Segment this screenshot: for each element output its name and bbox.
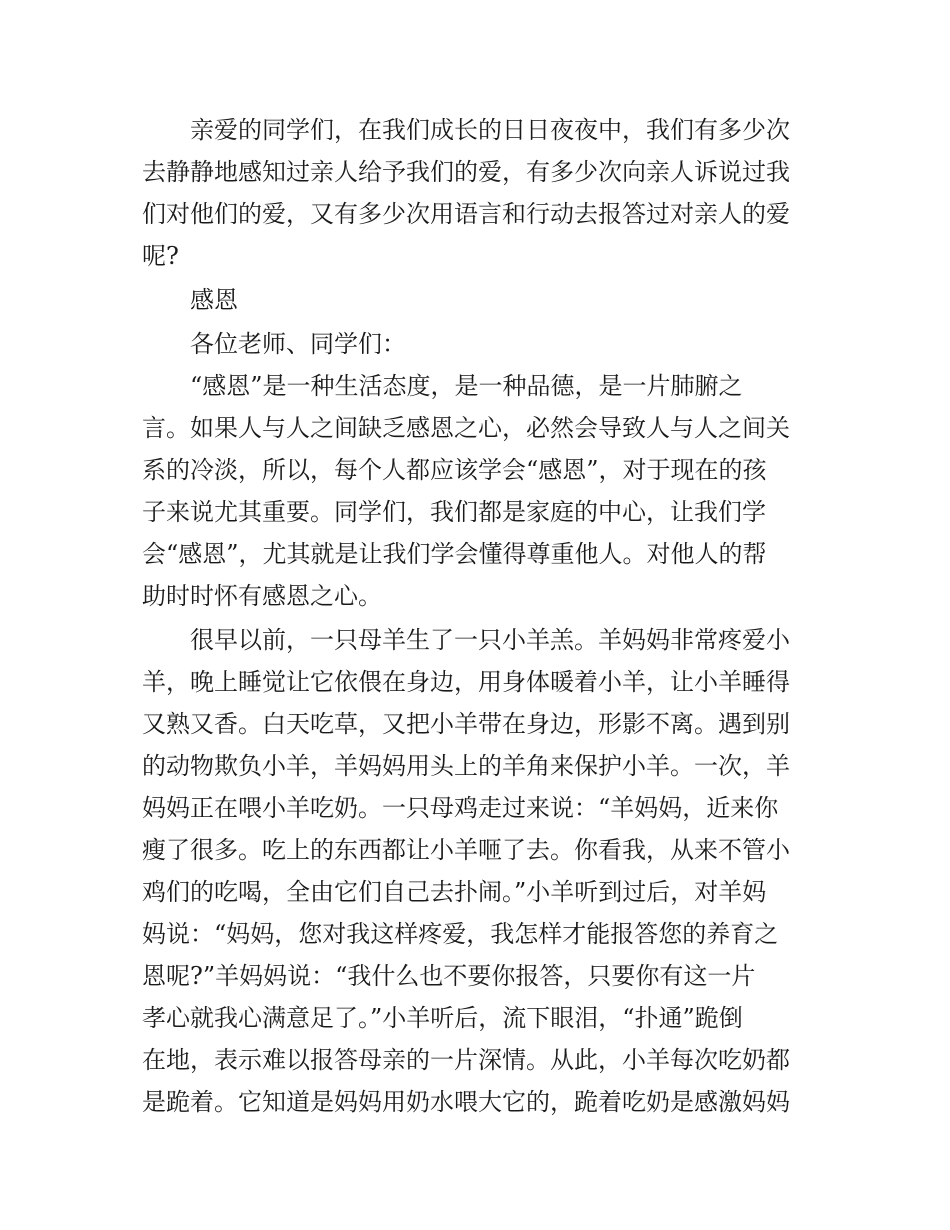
paragraph-2-line-2: 言。如果人与人之间缺乏感恩之心，必然会导致人与人之间关	[142, 414, 790, 442]
paragraph-3-line-9: 恩呢?”羊妈妈说：“我什么也不要你报答，只要你有这一片	[142, 962, 756, 990]
paragraph-1-line-3: 们对他们的爱，又有多少次用语言和行动去报答过对亲人的爱	[142, 200, 790, 228]
paragraph-1-line-1: 亲爱的同学们，在我们成长的日日夜夜中，我们有多少次	[190, 116, 790, 144]
paragraph-3-line-12: 是跪着。它知道是妈妈用奶水喂大它的，跪着吃奶是感激妈妈	[142, 1088, 790, 1116]
paragraph-3-line-4: 的动物欺负小羊，羊妈妈用头上的羊角来保护小羊。一次，羊	[142, 752, 790, 780]
paragraph-3-line-3: 又熟又香。白天吃草，又把小羊带在身边，形影不离。遇到别	[142, 710, 790, 738]
paragraph-3-line-5: 妈妈正在喂小羊吃奶。一只母鸡走过来说：“羊妈妈，近来你	[142, 794, 779, 822]
paragraph-2-line-5: 会“感恩”，尤其就是让我们学会懂得尊重他人。对他人的帮	[142, 540, 767, 568]
paragraph-3-line-8: 妈说：“妈妈，您对我这样疼爱，我怎样才能报答您的养育之	[142, 920, 779, 948]
paragraph-3-line-11: 在地，表示难以报答母亲的一片深情。从此，小羊每次吃奶都	[142, 1046, 790, 1074]
paragraph-3-line-2: 羊，晚上睡觉让它依偎在身边，用身体暖着小羊，让小羊睡得	[142, 668, 790, 696]
paragraph-2-line-6: 助时时怀有感恩之心。	[142, 582, 382, 610]
paragraph-3-line-6: 瘦了很多。吃上的东西都让小羊咂了去。你看我，从来不管小	[142, 836, 790, 864]
paragraph-3-line-10: 孝心就我心满意足了。”小羊听后，流下眼泪，“扑通”跪倒	[142, 1004, 743, 1032]
paragraph-2-line-1: “感恩”是一种生活态度，是一种品德，是一片肺腑之	[190, 372, 743, 400]
paragraph-1-line-4: 呢?	[142, 242, 179, 270]
salutation: 各位老师、同学们：	[190, 330, 406, 358]
paragraph-3-line-1: 很早以前，一只母羊生了一只小羊羔。羊妈妈非常疼爱小	[190, 626, 790, 654]
paragraph-3-line-7: 鸡们的吃喝，全由它们自己去扑闹。”小羊听到过后，对羊妈	[142, 878, 767, 906]
paragraph-1-line-2: 去静静地感知过亲人给予我们的爱，有多少次向亲人诉说过我	[142, 158, 790, 186]
paragraph-2-line-4: 子来说尤其重要。同学们，我们都是家庭的中心，让我们学	[142, 498, 766, 526]
paragraph-2-line-3: 系的冷淡，所以，每个人都应该学会“感恩”，对于现在的孩	[142, 456, 767, 484]
section-heading: 感恩	[190, 286, 238, 314]
